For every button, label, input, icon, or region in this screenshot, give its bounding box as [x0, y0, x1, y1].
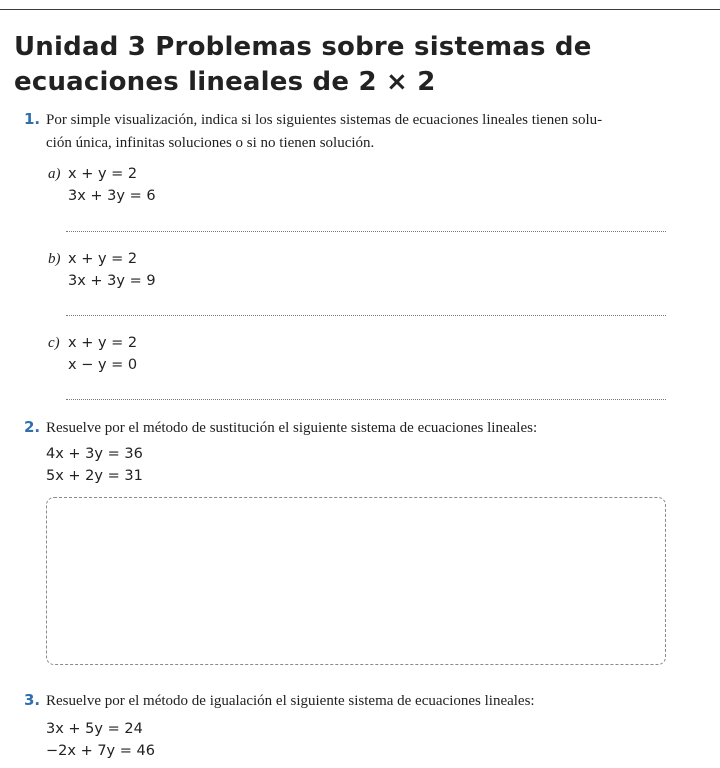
item-c — [48, 332, 137, 376]
question-3-system — [46, 718, 155, 762]
question-3-number: 3. — [24, 691, 41, 709]
question-1-number: 1. — [24, 110, 41, 128]
item-b-letter: b) — [48, 251, 61, 267]
item-c-eq2: x − y = 0 — [68, 357, 138, 373]
question-1 — [24, 108, 704, 155]
question-2-system — [46, 443, 143, 487]
item-b-eq2: 3x + 3y = 9 — [68, 273, 156, 289]
top-rule — [0, 9, 720, 10]
question-1-text-line2: ción única, infinitas soluciones o si no tienen solución. — [46, 135, 375, 151]
question-3-eq1: 3x + 5y = 24 — [46, 721, 143, 737]
answer-line-b[interactable] — [66, 315, 666, 316]
item-a-eq2: 3x + 3y = 6 — [68, 188, 156, 204]
question-3-eq2: −2x + 7y = 46 — [46, 743, 155, 759]
answer-line-c[interactable] — [66, 399, 666, 400]
item-a — [48, 163, 156, 207]
page-title: Unidad 3 Problemas sobre sistemas de ecuaciones lineales de 2 × 2 — [14, 32, 592, 97]
question-2-text: Resuelve por el método de sustitución el siguiente sistema de ecuaciones lineales: — [46, 420, 538, 436]
question-2 — [24, 416, 704, 440]
question-2-eq1: 4x + 3y = 36 — [46, 446, 143, 462]
item-c-letter: c) — [48, 335, 60, 351]
answer-line-a[interactable] — [66, 231, 666, 232]
question-3 — [24, 689, 704, 713]
item-b-eq1: x + y = 2 — [68, 251, 138, 267]
item-a-letter: a) — [48, 166, 61, 182]
question-3-text: Resuelve por el método de igualación el siguiente sistema de ecuaciones lineales: — [46, 693, 535, 709]
question-2-number: 2. — [24, 418, 41, 436]
item-b — [48, 248, 156, 292]
question-1-text-line1: Por simple visualización, indica si los siguientes sistemas de ecuaciones lineales tienen solu- — [46, 112, 603, 128]
question-2-eq2: 5x + 2y = 31 — [46, 468, 143, 484]
item-a-eq1: x + y = 2 — [68, 166, 138, 182]
answer-box[interactable] — [46, 497, 666, 665]
item-c-eq1: x + y = 2 — [68, 335, 138, 351]
